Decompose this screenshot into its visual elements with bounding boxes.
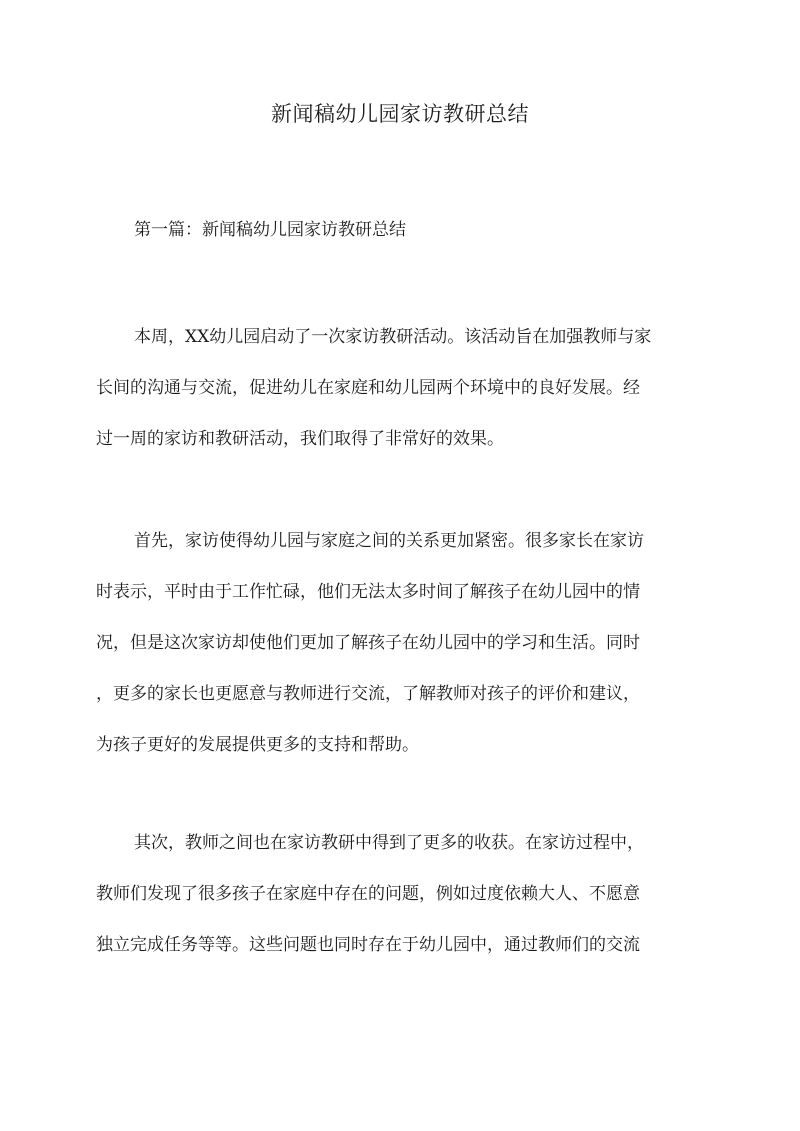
paragraph-line: 过一周的家访和教研活动，我们取得了非常好的效果。 — [96, 429, 504, 449]
paragraph-line: 其次，教师之间也在家访教研中得到了更多的收获。在家访过程中， — [134, 833, 644, 853]
section-heading: 第一篇：新闻稿幼儿园家访教研总结 — [134, 220, 406, 240]
paragraph-1 — [96, 312, 716, 465]
paragraph-line: ，更多的家长也更愿意与教师进行交流，了解教师对孩子的评价和建议， — [96, 684, 640, 704]
paragraph-3 — [96, 818, 716, 971]
paragraph-line: 时表示，平时由于工作忙碌，他们无法太多时间了解孩子在幼儿园中的情 — [96, 582, 640, 602]
paragraph-line: 本周，XX幼儿园启动了一次家访教研活动。该活动旨在加强教师与家 — [134, 327, 652, 347]
paragraph-line: 长间的沟通与交流，促进幼儿在家庭和幼儿园两个环境中的良好发展。经 — [96, 378, 640, 398]
paragraph-line: 况，但是这次家访却使他们更加了解孩子在幼儿园中的学习和生活。同时 — [96, 633, 640, 653]
paragraph-line: 为孩子更好的发展提供更多的支持和帮助。 — [96, 735, 419, 755]
paragraph-2 — [96, 516, 716, 771]
paragraph-line: 首先，家访使得幼儿园与家庭之间的关系更加紧密。很多家长在家访 — [134, 531, 644, 551]
paragraph-line: 独立完成任务等等。这些问题也同时存在于幼儿园中，通过教师们的交流 — [96, 935, 640, 955]
document-title: 新闻稿幼儿园家访教研总结 — [271, 102, 529, 126]
paragraph-line: 教师们发现了很多孩子在家庭中存在的问题，例如过度依赖大人、不愿意 — [96, 884, 640, 904]
